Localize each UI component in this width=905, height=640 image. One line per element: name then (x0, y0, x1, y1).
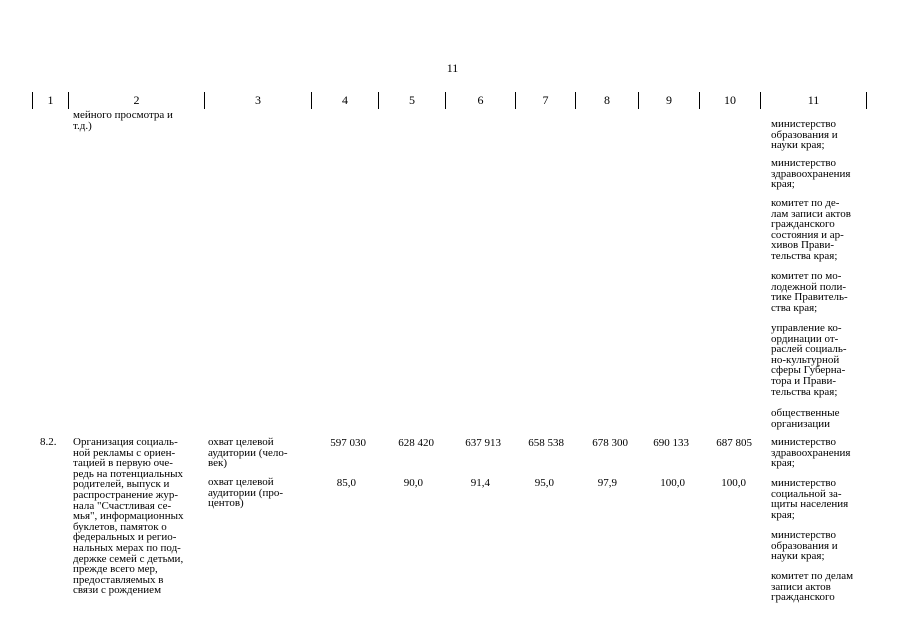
executor-1: министерство здравоохранения края; (771, 436, 851, 470)
page-number: 11 (446, 61, 459, 75)
header-cell-2: 2 (68, 92, 204, 109)
header-cell-5: 5 (378, 92, 445, 109)
executor-3: министерство образования и науки края; (771, 529, 838, 563)
value-percent-col8: 97,9 (597, 477, 617, 489)
continued-executor-3: комитет по де- лам записи актов гражданского состояния и ар- хивов Прави- тельства края; (771, 197, 851, 262)
continued-executor-2: министерство здравоохранения края; (771, 157, 851, 191)
header-cell-7: 7 (515, 92, 575, 109)
continued-executor-4: комитет по мо- лодежной поли- тике Правитель- ства края; (771, 270, 848, 314)
header-cell-3: 3 (204, 92, 311, 109)
header-cell-1: 1 (32, 92, 68, 109)
value-percent-col4: 85,0 (336, 477, 356, 489)
continued-executor-1: министерство образования и науки края; (771, 118, 838, 152)
header-cell-6: 6 (445, 92, 515, 109)
indicator-label-people: охват целевой аудитории (чело- век) (208, 436, 288, 470)
value-people-col7: 658 538 (528, 437, 564, 449)
header-cell-11: 11 (760, 92, 867, 109)
header-cell-9: 9 (638, 92, 699, 109)
value-percent-col10: 100,0 (721, 477, 746, 489)
continued-executor-5: управление ко- ординации от- раслей социаль- но-культурной сферы Губерна- тора и Прави- тельства края; (771, 322, 847, 398)
value-percent-col6: 91,4 (470, 477, 490, 489)
value-percent-col9: 100,0 (660, 477, 685, 489)
value-people-col6: 637 913 (465, 437, 501, 449)
header-cell-10: 10 (699, 92, 760, 109)
executor-4: комитет по делам записи актов гражданского (771, 570, 854, 604)
value-people-col4: 597 030 (330, 437, 366, 449)
row-number: 8.2. (40, 436, 57, 448)
header-cell-8: 8 (575, 92, 638, 109)
indicator-label-percent: охват целевой аудитории (про- центов) (208, 476, 284, 510)
value-people-col9: 690 133 (653, 437, 689, 449)
executor-2: министерство социальной за- щиты населения края; (771, 477, 849, 521)
value-percent-col5: 90,0 (403, 477, 423, 489)
value-people-col8: 678 300 (592, 437, 628, 449)
row-name: Организация социаль- ной рекламы с ориен- тацией в первую оче- редь на потенциальных родителей, выпуск и распространение жур- нала "Счастливая се- мья", информационных буклетов, памяток о федеральных и регио- нальных мерах по под- держке семей с детьми, прежде всего мер, предоставляемых в связи с рождением (73, 436, 184, 597)
continued-name-tail: мейного просмотра и т.д.) (73, 109, 173, 132)
value-percent-col7: 95,0 (534, 477, 554, 489)
continued-executor-6: общественные организации (771, 407, 840, 430)
header-cell-4: 4 (311, 92, 378, 109)
value-people-col10: 687 805 (716, 437, 752, 449)
value-people-col5: 628 420 (398, 437, 434, 449)
